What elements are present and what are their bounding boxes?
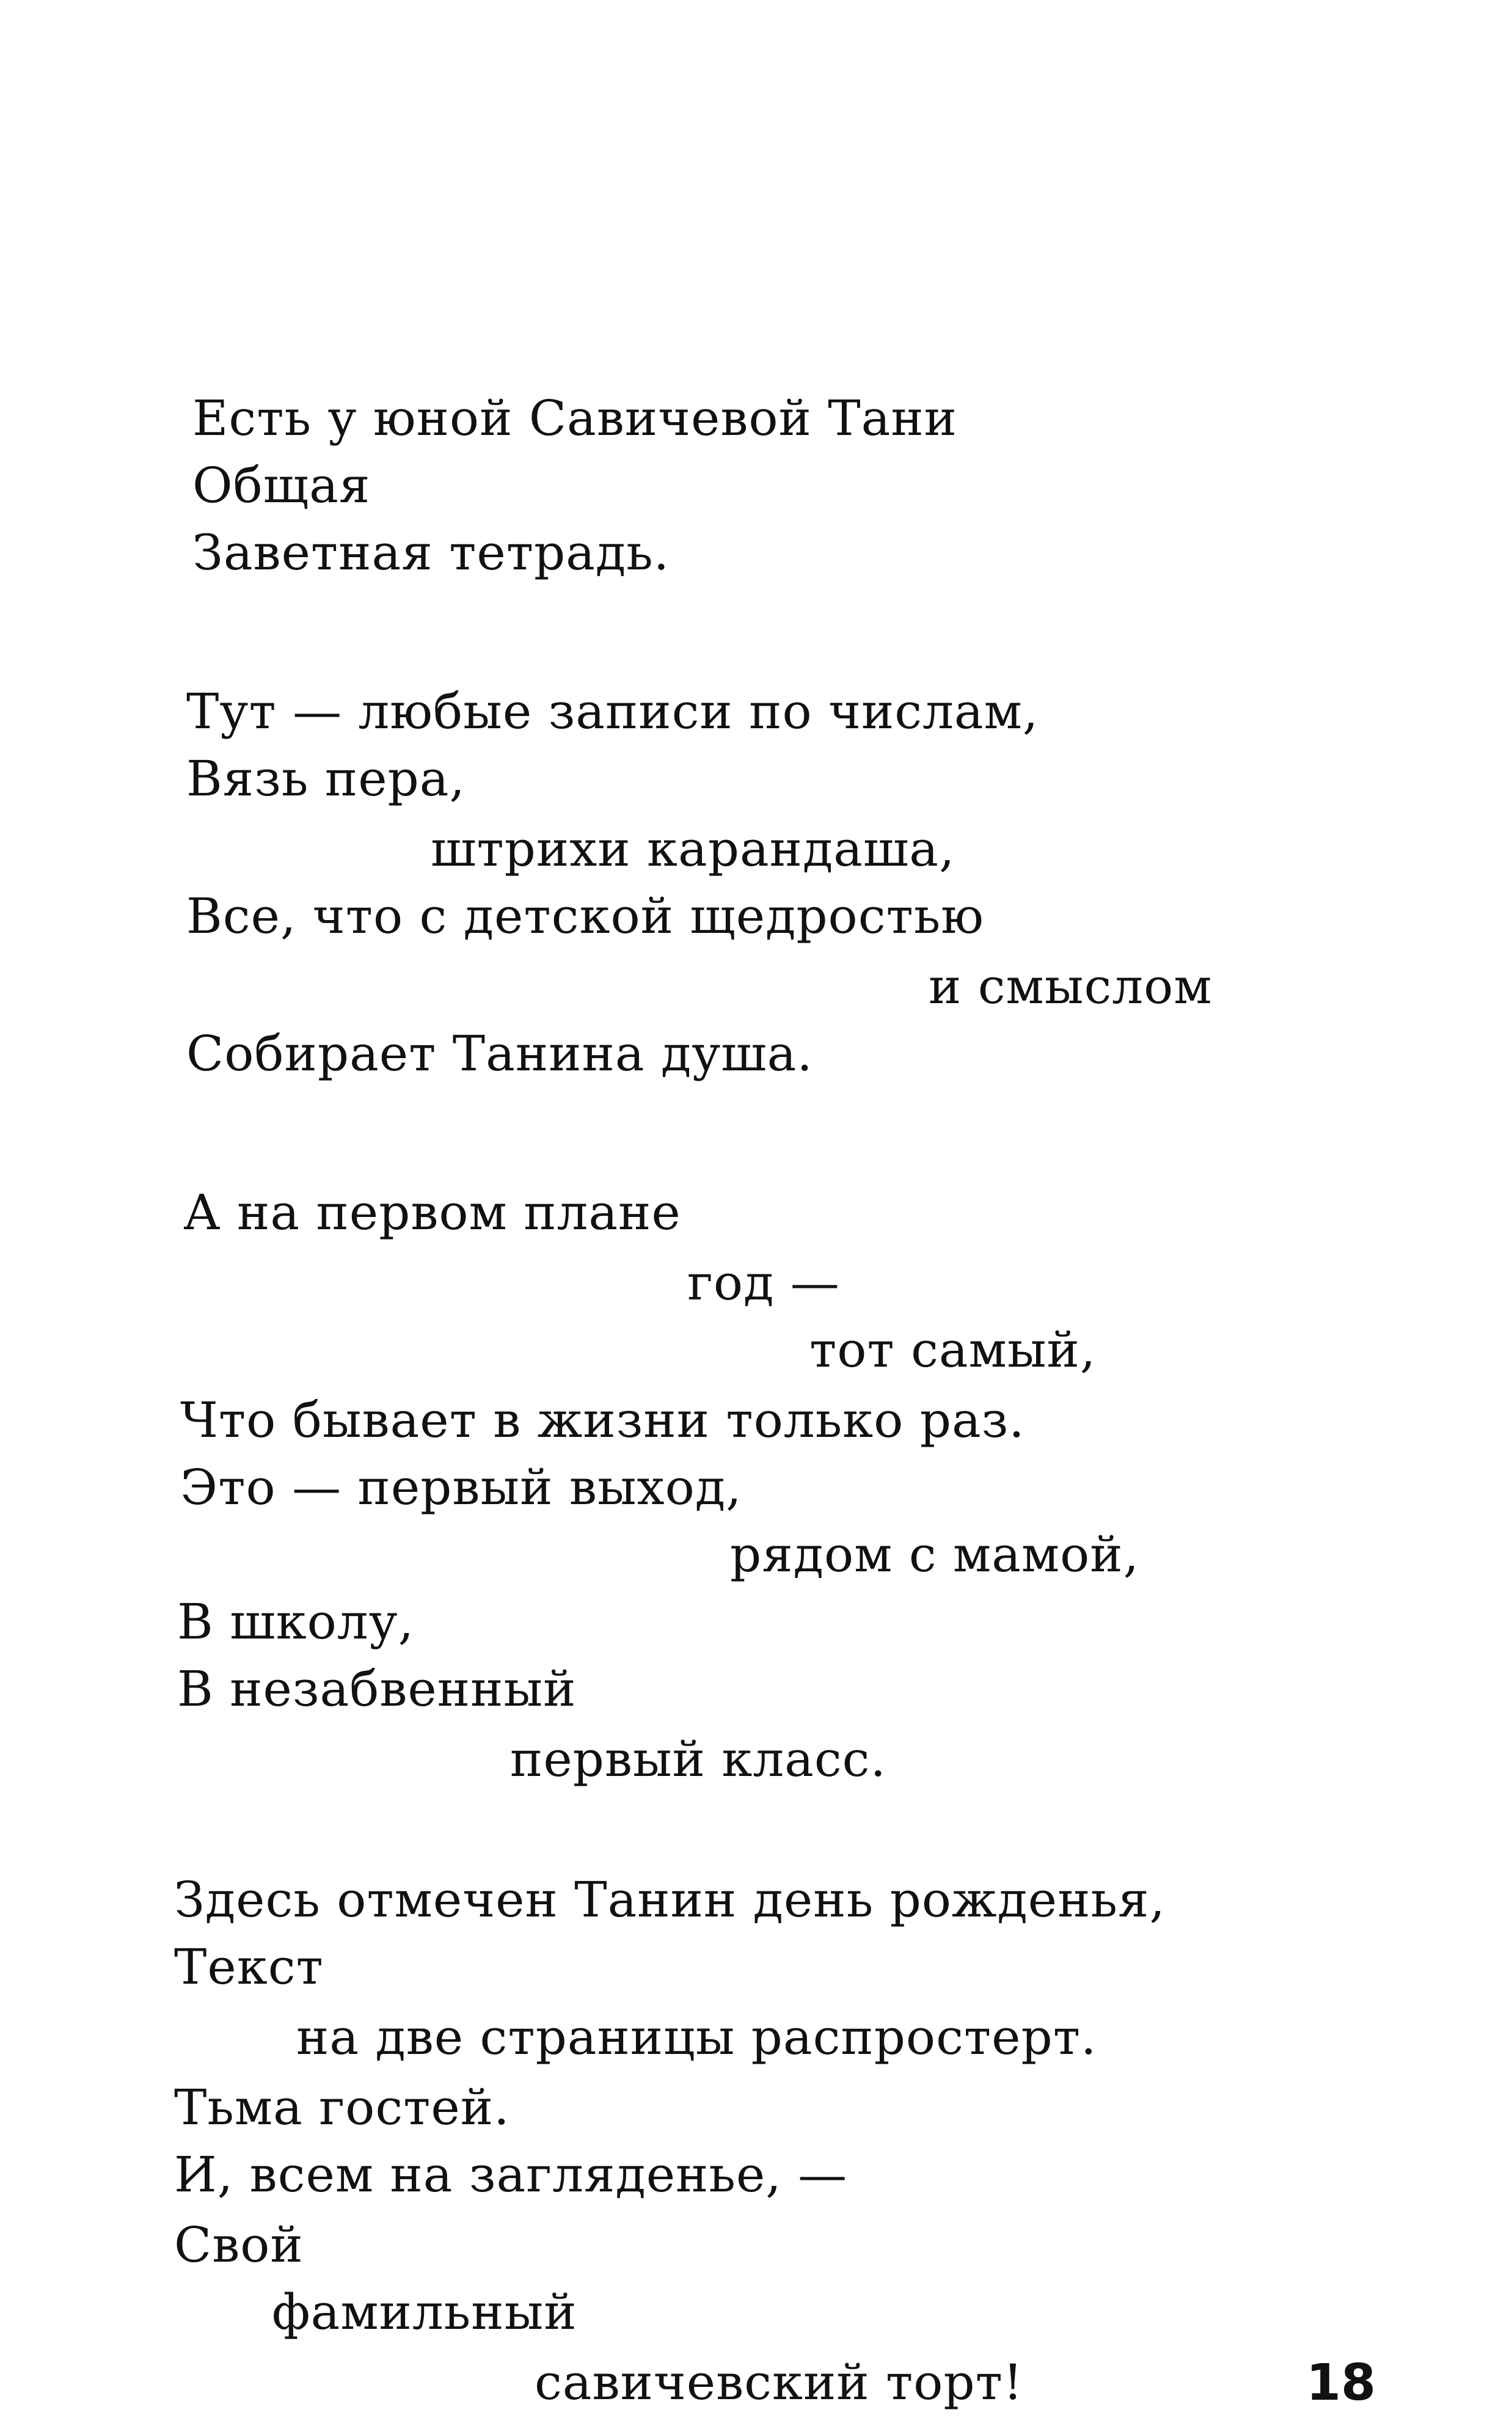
poem-line: Здесь отмечен Танин день рожденья, (174, 1871, 1166, 1928)
poem-line: Заветная тетрадь. (192, 524, 670, 581)
page-number: 18 (1306, 2354, 1376, 2412)
poem-line: на две страницы распростерт. (296, 2009, 1097, 2066)
poem-line: А на первом плане (183, 1184, 681, 1241)
poem-line: Вязь пера, (186, 750, 466, 807)
poem-line: год — (687, 1254, 840, 1311)
poem-line: первый класс. (510, 1731, 886, 1788)
poem-line: Все, что с детской щедростью (186, 888, 984, 944)
poem-line: штрихи карандаша, (431, 820, 955, 877)
poem-line: В незабвенный (177, 1661, 577, 1717)
poem-line: и смыслом (929, 958, 1213, 1015)
poem-line: И, всем на загляденье, — (174, 2146, 848, 2203)
poem-line: Тьма гостей. (174, 2079, 510, 2136)
poem-line: Общая (192, 457, 371, 514)
poem-line: фамильный (272, 2284, 577, 2340)
poem-line: Есть у юной Савичевой Тани (192, 390, 957, 447)
poem-line: тот самый, (809, 1321, 1097, 1378)
poem-line: Тут — любые записи по числам, (186, 683, 1039, 740)
poem-line: Собирает Танина душа. (186, 1025, 813, 1082)
poem-line: В школу, (177, 1593, 415, 1650)
poem-line: Что бывает в жизни только раз. (180, 1392, 1025, 1449)
poem-line: Текст (174, 1938, 324, 1995)
poem-line: Это — первый выход, (180, 1459, 742, 1516)
poem-line: савичевский торт! (535, 2354, 1024, 2411)
poem-line: рядом с мамой, (730, 1526, 1140, 1583)
poem-line: Свой (174, 2216, 304, 2273)
